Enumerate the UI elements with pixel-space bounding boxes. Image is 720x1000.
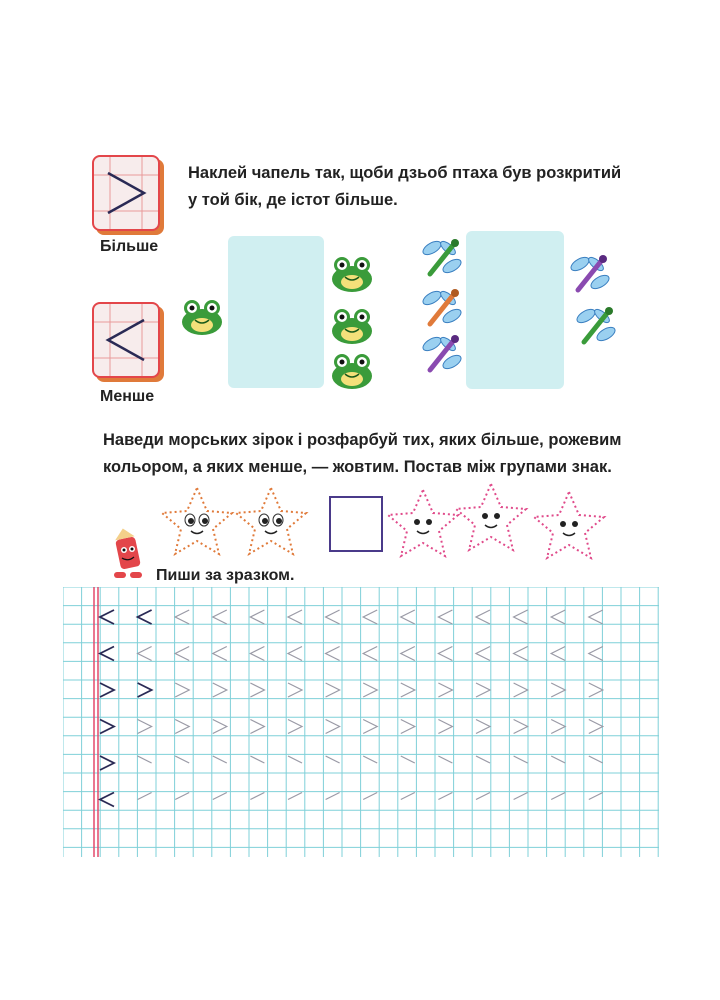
task1-instruction-line1: Наклей чапель так, щоби дзьоб птаха був розкритий [188, 164, 622, 182]
sample-sign [138, 610, 152, 624]
trace-sign[interactable] [175, 793, 189, 800]
trace-sign[interactable] [438, 756, 452, 763]
trace-sign[interactable] [138, 720, 152, 734]
trace-sign[interactable] [438, 683, 452, 697]
task1-instruction-line2: у той бік, де істот більше. [188, 191, 398, 209]
trace-sign[interactable] [438, 720, 452, 734]
trace-sign[interactable] [476, 610, 490, 624]
trace-sign[interactable] [589, 720, 603, 734]
trace-sign[interactable] [250, 610, 264, 624]
dragonfly-icon [418, 286, 464, 335]
trace-sign[interactable] [401, 793, 415, 800]
sample-sign [100, 610, 114, 624]
dragonfly-icon [418, 332, 464, 381]
trace-sign[interactable] [138, 793, 152, 800]
trace-sign[interactable] [476, 793, 490, 800]
task3-label: Пиши за зразком. [156, 567, 295, 584]
starfish-outline[interactable] [452, 480, 530, 559]
task2-instruction-line1: Наведи морських зірок і розфарбуй тих, яких більше, рожевим [103, 431, 622, 449]
trace-sign[interactable] [213, 683, 227, 697]
trace-sign[interactable] [476, 720, 490, 734]
trace-sign[interactable] [514, 720, 528, 734]
trace-sign[interactable] [326, 610, 340, 624]
trace-sign[interactable] [326, 793, 340, 800]
comparison-sign-box[interactable] [329, 496, 383, 552]
trace-sign[interactable] [250, 756, 264, 763]
sample-sign [100, 756, 114, 770]
trace-sign[interactable] [401, 683, 415, 697]
trace-sign[interactable] [551, 647, 565, 661]
trace-sign[interactable] [326, 647, 340, 661]
dragonfly-icon [566, 252, 612, 301]
trace-sign[interactable] [363, 793, 377, 800]
trace-sign[interactable] [551, 720, 565, 734]
starfish-outline[interactable] [232, 484, 310, 563]
trace-sign[interactable] [401, 720, 415, 734]
trace-sign[interactable] [250, 793, 264, 800]
trace-sign[interactable] [175, 647, 189, 661]
trace-sign[interactable] [175, 683, 189, 697]
greater-than-icon [94, 157, 158, 229]
trace-sign[interactable] [589, 610, 603, 624]
dragonfly-icon [572, 304, 618, 353]
trace-sign[interactable] [514, 610, 528, 624]
trace-sign[interactable] [213, 610, 227, 624]
trace-sign[interactable] [326, 683, 340, 697]
trace-sign[interactable] [476, 647, 490, 661]
trace-sign[interactable] [213, 647, 227, 661]
trace-sign[interactable] [401, 647, 415, 661]
less-label: Менше [100, 388, 155, 405]
trace-sign[interactable] [551, 756, 565, 763]
trace-sign[interactable] [213, 756, 227, 763]
trace-sign[interactable] [138, 647, 152, 661]
trace-sign[interactable] [589, 647, 603, 661]
frog-icon [180, 296, 224, 341]
frog-icon [330, 305, 374, 350]
trace-sign[interactable] [438, 647, 452, 661]
trace-sign[interactable] [514, 756, 528, 763]
trace-sign[interactable] [213, 793, 227, 800]
trace-sign[interactable] [138, 756, 152, 763]
task2-instruction-line2: кольором, а яких менше, — жовтим. Постав між групами знак. [103, 458, 612, 476]
trace-sign[interactable] [514, 683, 528, 697]
trace-sign[interactable] [288, 647, 302, 661]
trace-sign[interactable] [476, 756, 490, 763]
trace-sign[interactable] [288, 720, 302, 734]
trace-sign[interactable] [363, 756, 377, 763]
trace-sign[interactable] [250, 683, 264, 697]
trace-sign[interactable] [326, 720, 340, 734]
trace-sign[interactable] [363, 720, 377, 734]
trace-sign[interactable] [514, 793, 528, 800]
trace-sign[interactable] [175, 720, 189, 734]
trace-sign[interactable] [250, 647, 264, 661]
trace-sign[interactable] [175, 610, 189, 624]
trace-sign[interactable] [326, 756, 340, 763]
trace-sign[interactable] [438, 793, 452, 800]
dragonfly-icon [418, 236, 464, 285]
trace-sign[interactable] [476, 683, 490, 697]
trace-sign[interactable] [363, 683, 377, 697]
trace-sign[interactable] [514, 647, 528, 661]
trace-sign[interactable] [401, 610, 415, 624]
sample-sign [138, 683, 152, 697]
less-than-icon [94, 304, 158, 376]
trace-sign[interactable] [551, 610, 565, 624]
practice-grid[interactable] [63, 587, 659, 857]
trace-sign[interactable] [589, 683, 603, 697]
starfish-outline[interactable] [530, 488, 608, 567]
sample-sign [100, 647, 114, 661]
sample-sign [100, 793, 114, 807]
trace-sign[interactable] [401, 756, 415, 763]
frog-icon [330, 350, 374, 395]
less-than-card [92, 302, 160, 378]
trace-sign[interactable] [213, 720, 227, 734]
trace-sign[interactable] [438, 610, 452, 624]
greater-than-card [92, 155, 160, 231]
trace-sign[interactable] [551, 683, 565, 697]
trace-sign[interactable] [589, 793, 603, 800]
trace-sign[interactable] [363, 647, 377, 661]
sample-sign [100, 683, 114, 697]
trace-sign[interactable] [288, 793, 302, 800]
starfish-outline[interactable] [158, 484, 236, 563]
starfish-outline[interactable] [384, 486, 462, 565]
sample-sign [100, 720, 114, 734]
trace-sign[interactable] [175, 756, 189, 763]
heron-sticker-slot-1[interactable] [228, 236, 324, 388]
trace-sign[interactable] [288, 683, 302, 697]
task1-instruction [188, 160, 621, 214]
trace-sign[interactable] [363, 610, 377, 624]
pencil-character-icon [104, 528, 154, 589]
task2-instruction [103, 427, 621, 481]
frog-icon [330, 253, 374, 298]
trace-sign[interactable] [551, 793, 565, 800]
trace-sign[interactable] [288, 610, 302, 624]
trace-sign[interactable] [589, 756, 603, 763]
greater-label: Більше [100, 238, 159, 255]
trace-sign[interactable] [250, 720, 264, 734]
trace-sign[interactable] [288, 756, 302, 763]
heron-sticker-slot-2[interactable] [466, 231, 564, 389]
